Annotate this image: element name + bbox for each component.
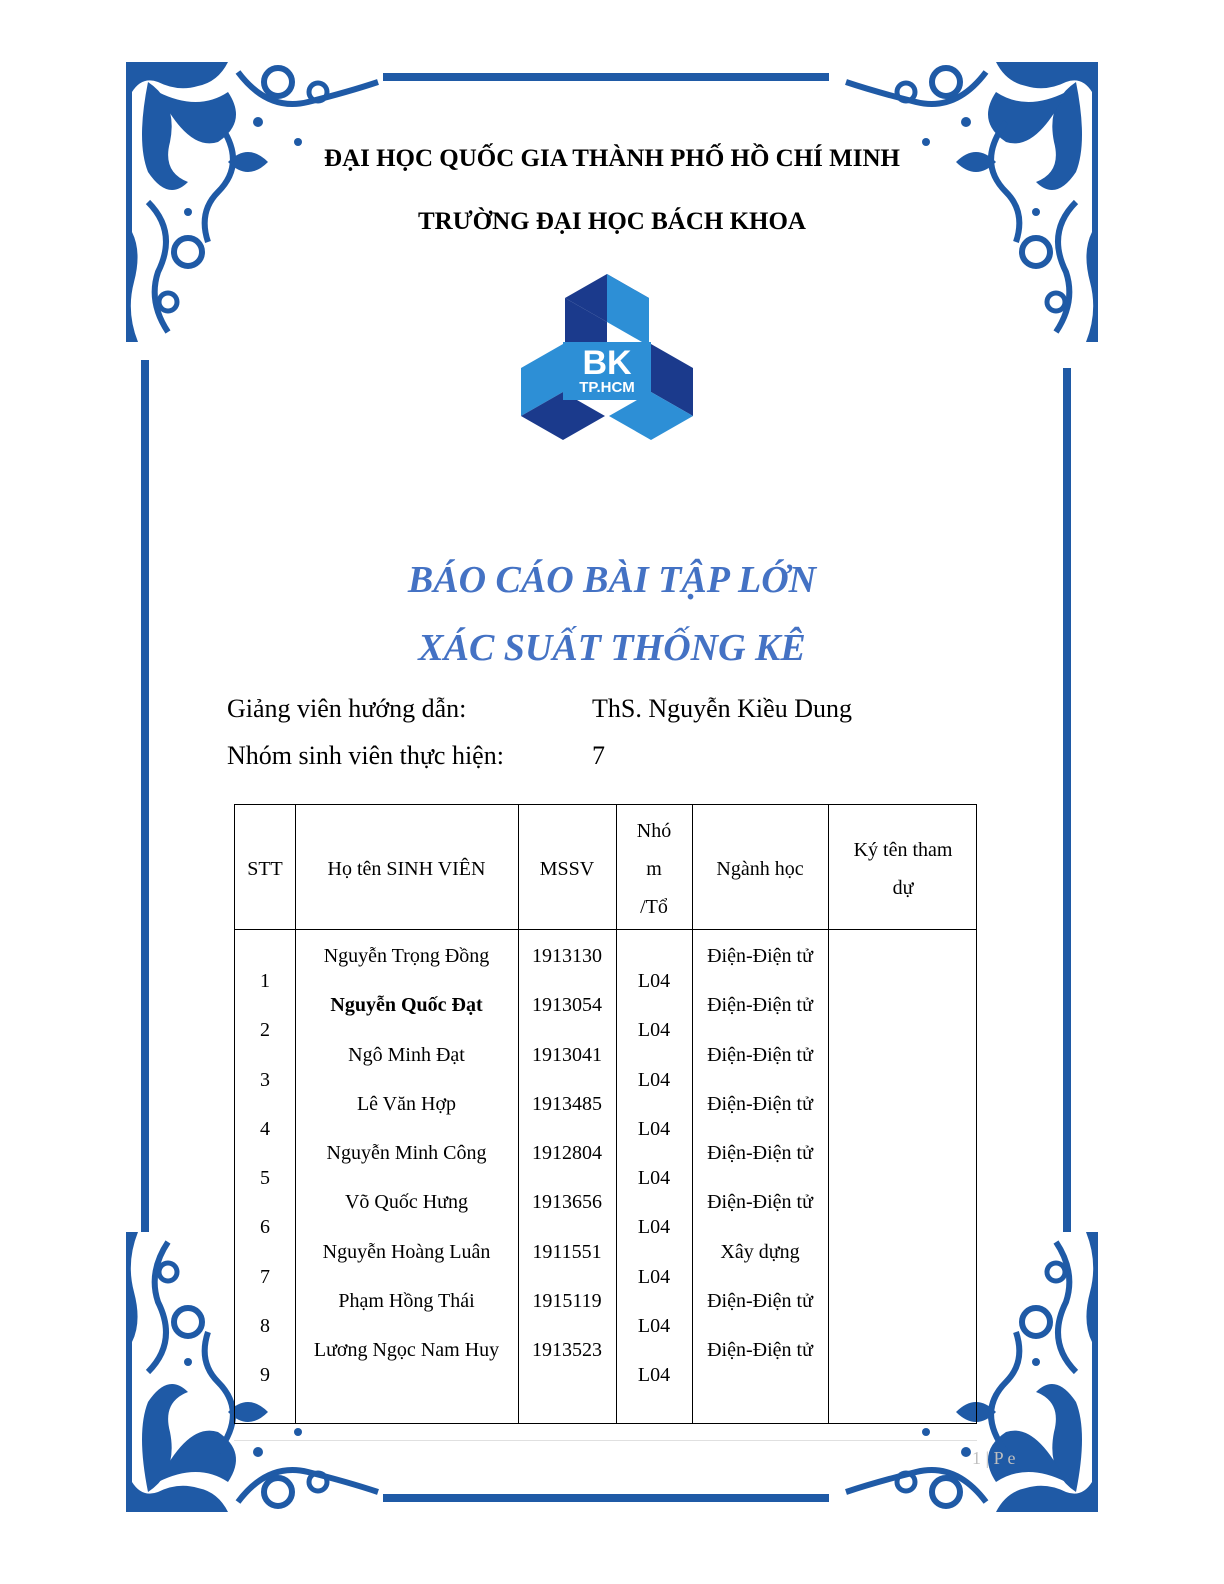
cell-name: Phạm Hồng Thái <box>338 1290 475 1312</box>
report-subject: XÁC SUẤT THỐNG KÊ <box>418 627 806 669</box>
frame-left-bar <box>141 360 149 1232</box>
cell-name: Lê Văn Hợp <box>356 1093 457 1115</box>
cell-name: Ngô Minh Đạt <box>348 1044 465 1066</box>
cell-stt: 5 <box>260 1167 270 1189</box>
header-mssv: MSSV <box>539 858 595 880</box>
cell-mssv: 1913656 <box>532 1191 602 1213</box>
cell-name: Nguyễn Minh Công <box>326 1142 487 1164</box>
advisor-value: ThS. Nguyễn Kiều Dung <box>592 694 852 723</box>
cell-major: Điện-Điện tử <box>707 1290 813 1312</box>
table-divider <box>295 805 296 1423</box>
group-value: 7 <box>592 741 605 770</box>
cell-major: Điện-Điện tử <box>707 1044 813 1066</box>
header-group-1: Nhó <box>636 820 672 842</box>
cell-group: L04 <box>637 1315 671 1337</box>
frame-right-bar <box>1063 368 1071 1232</box>
cell-name: Nguyễn Trọng Đồng <box>323 945 490 967</box>
header-name: Họ tên SINH VIÊN <box>327 858 486 880</box>
cell-mssv: 1913485 <box>532 1093 602 1115</box>
cell-mssv: 1913523 <box>532 1339 602 1361</box>
cell-mssv: 1912804 <box>532 1142 602 1164</box>
header-group-3: /Tổ <box>640 896 668 918</box>
cell-major: Điện-Điện tử <box>707 945 813 967</box>
table-divider <box>692 805 693 1423</box>
bk-logo-icon <box>517 272 697 442</box>
cell-stt: 3 <box>260 1069 270 1091</box>
cell-stt: 6 <box>260 1216 270 1238</box>
cell-name: Nguyễn Quốc Đạt <box>330 994 483 1016</box>
cell-stt: 8 <box>260 1315 270 1337</box>
cell-group: L04 <box>637 1216 671 1238</box>
cell-mssv: 1915119 <box>532 1290 602 1312</box>
cell-group: L04 <box>637 1019 671 1041</box>
cell-group: L04 <box>637 1266 671 1288</box>
cell-stt: 2 <box>260 1019 270 1041</box>
advisor-label: Giảng viên hướng dẫn: <box>227 694 467 723</box>
cell-group: L04 <box>637 1364 671 1386</box>
cell-name: Lương Ngọc Nam Huy <box>313 1339 500 1361</box>
frame-top-bar <box>383 73 829 81</box>
table-divider <box>518 805 519 1423</box>
cell-major: Điện-Điện tử <box>707 994 813 1016</box>
header-major: Ngành học <box>716 858 804 880</box>
cell-major: Xây dựng <box>720 1241 800 1263</box>
footer-line <box>234 1440 977 1441</box>
faculty-name: TRƯỜNG ĐẠI HỌC BÁCH KHOA <box>418 208 806 235</box>
report-title: BÁO CÁO BÀI TẬP LỚN <box>407 559 817 601</box>
cell-stt: 4 <box>260 1118 270 1140</box>
header-sign-2: dự <box>892 877 914 899</box>
header-sign-1: Ký tên tham <box>853 839 953 861</box>
corner-ornament-icon <box>118 52 388 352</box>
header-stt: STT <box>247 858 283 880</box>
cell-group: L04 <box>637 1069 671 1091</box>
cell-group: L04 <box>637 1167 671 1189</box>
student-table <box>234 804 977 1424</box>
logo-letters: BK <box>582 344 632 382</box>
cell-stt: 7 <box>260 1266 270 1288</box>
cell-mssv: 1913130 <box>532 945 602 967</box>
logo-subtext: TP.HCM <box>579 379 635 396</box>
cell-name: Võ Quốc Hưng <box>344 1191 469 1213</box>
cell-mssv: 1911551 <box>532 1241 602 1263</box>
cell-major: Điện-Điện tử <box>707 1339 813 1361</box>
cell-major: Điện-Điện tử <box>707 1191 813 1213</box>
frame-bottom-bar <box>383 1494 829 1502</box>
cell-group: L04 <box>637 1118 671 1140</box>
cell-group: L04 <box>637 970 671 992</box>
cell-stt: 1 <box>260 970 270 992</box>
group-label: Nhóm sinh viên thực hiện: <box>227 741 504 770</box>
header-group-2: m <box>646 858 662 880</box>
university-name: ĐẠI HỌC QUỐC GIA THÀNH PHỐ HỒ CHÍ MINH <box>324 145 900 172</box>
cell-mssv: 1913054 <box>532 994 602 1016</box>
cell-major: Điện-Điện tử <box>707 1142 813 1164</box>
cell-mssv: 1913041 <box>532 1044 602 1066</box>
table-header-divider <box>235 929 976 930</box>
corner-ornament-icon <box>836 52 1106 352</box>
cell-major: Điện-Điện tử <box>707 1093 813 1115</box>
cell-stt: 9 <box>260 1364 270 1386</box>
cell-name: Nguyễn Hoàng Luân <box>322 1241 491 1263</box>
page-number: 1 | P e <box>972 1448 1016 1468</box>
